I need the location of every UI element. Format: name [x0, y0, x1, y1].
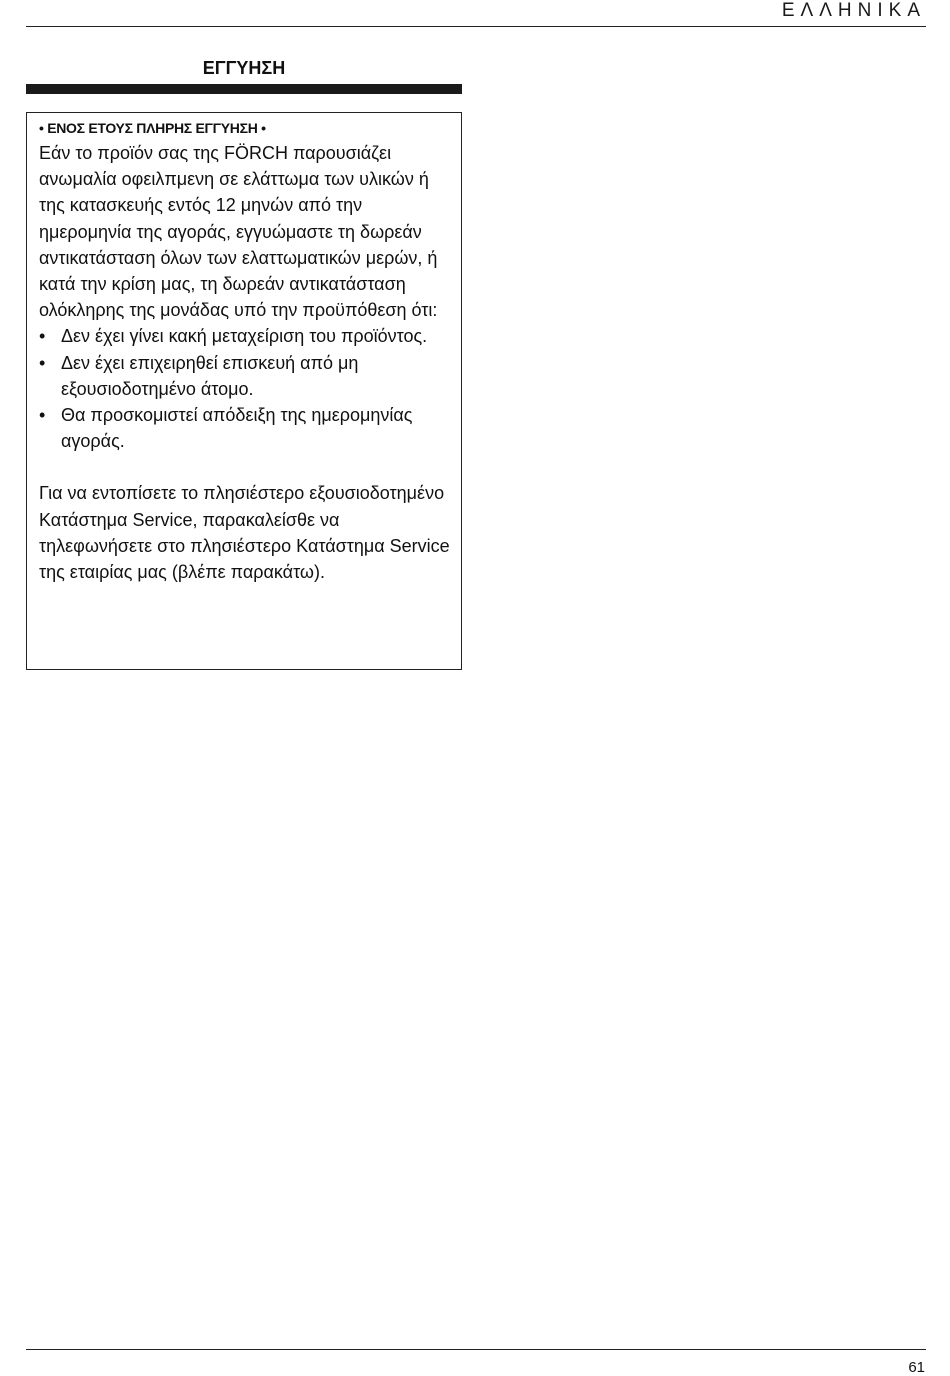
condition-text: Δεν έχει επιχειρηθεί επισκευή από μη εξουσιοδοτημένο άτομο.	[61, 352, 359, 399]
bullet-icon: •	[39, 352, 46, 373]
list-item	[39, 402, 453, 454]
condition-text: Δεν έχει γίνει κακή μεταχείριση του προϊόντος.	[61, 326, 428, 347]
list-item	[39, 350, 453, 402]
header-divider	[26, 26, 926, 27]
bullet-icon: •	[39, 405, 46, 426]
warranty-box	[26, 112, 462, 670]
warranty-intro-paragraph: Εάν το προϊόν σας της FÖRCH παρουσιάζει ανωμαλία οφειλπμενη σε ελάττωμα των υλικών ή της κατασκευής εντός 12 μηνών από την ημερομηνία της αγοράς, εγγυώμαστε τη δωρεάν αντικατάσταση όλων των ελαττωματικών μερών, ή κατά την κρίση μας, τη δωρεάν αντικατάσταση ολόκληρης της μονάδας υπό την προϋπόθεση ότι:	[39, 143, 438, 321]
list-item	[39, 323, 453, 349]
page-number: 61	[908, 1359, 925, 1376]
section-title: ΕΓΓΥΗΣΗ	[202, 58, 286, 78]
condition-text: Θα προσκομιστεί απόδειξη της ημερομηνίας αγοράς.	[61, 405, 413, 452]
header-language-label: ΕΛΛΗΝΙΚΑ	[781, 0, 926, 21]
bullet-icon: •	[39, 326, 46, 347]
title-underline-bar	[26, 84, 462, 94]
warranty-conditions-list	[39, 323, 453, 454]
service-note-paragraph: Για να εντοπίσετε το πλησιέστερο εξουσιοδοτημένο Κατάστημα Service, παρακαλείσθε να τηλεφωνήσετε στο πλησιέστερο Κατάστημα Service της εταιρίας μας (βλέπε παρακάτω).	[39, 483, 450, 583]
warranty-heading: • ΕΝΟΣ ΕΤΟΥΣ ΠΛΗΡΗΣ ΕΓΓΥΗΣΗ •	[39, 120, 266, 136]
footer-divider	[26, 1349, 926, 1350]
paragraph-spacer	[39, 454, 453, 480]
